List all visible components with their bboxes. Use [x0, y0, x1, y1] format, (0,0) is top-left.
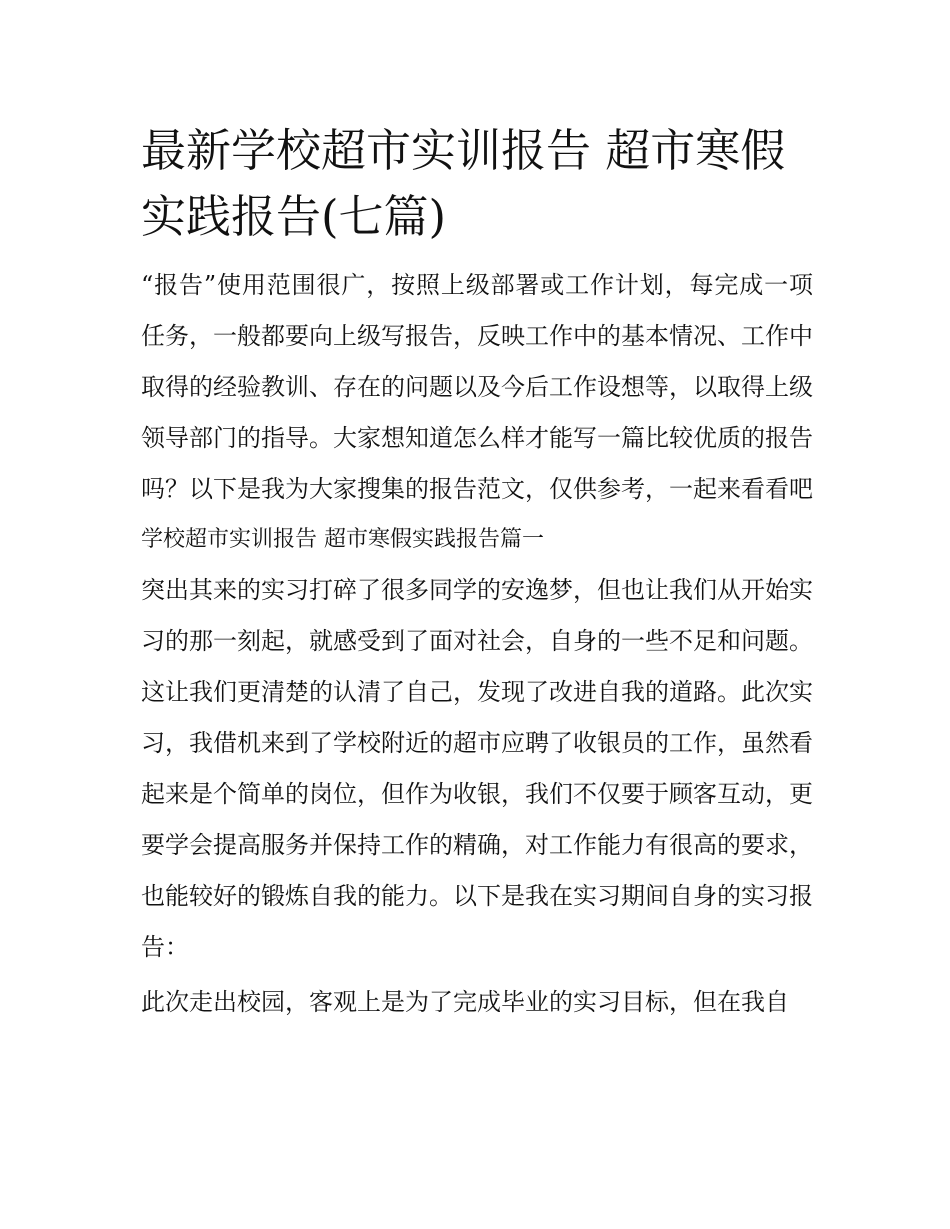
intro-paragraph: “报告”使用范围很广，按照上级部署或工作计划，每完成一项任务，一般都要向上级写报告，反映工作中的基本情况、工作中取得的经验教训、存在的问题以及今后工作设想等，以取得上级领导部门的指导。大家想知道怎么样才能写一篇比较优质的报告吗？以下是我为大家搜集的报告范文，仅供参考，一起来看看吧 [141, 271, 813, 503]
body-paragraph: 突出其来的实习打碎了很多同学的安逸梦，但也让我们从开始实习的那一刻起，就感受到了面对社会，自身的一些不足和问题。这让我们更清楚的认清了自己，发现了改进自我的道路。此次实习，我借机来到了学校附近的超市应聘了收银员的工作，虽然看起来是个简单的岗位，但作为收银，我们不仅要于顾客互动，更要学会提高服务并保持工作的精确，对工作能力有很高的要求，也能较好的锻炼自我的能力。以下是我在实习期间自身的实习报告： [141, 576, 813, 961]
document-title: 最新学校超市实训报告 超市寒假实践报告(七篇) [141, 124, 786, 243]
body-paragraph: 此次走出校园，客观上是为了完成毕业的实习目标，但在我自 [141, 988, 789, 1016]
document-page [141, 118, 813, 1028]
section-heading: 学校超市实训报告 超市寒假实践报告篇一 [141, 527, 544, 552]
